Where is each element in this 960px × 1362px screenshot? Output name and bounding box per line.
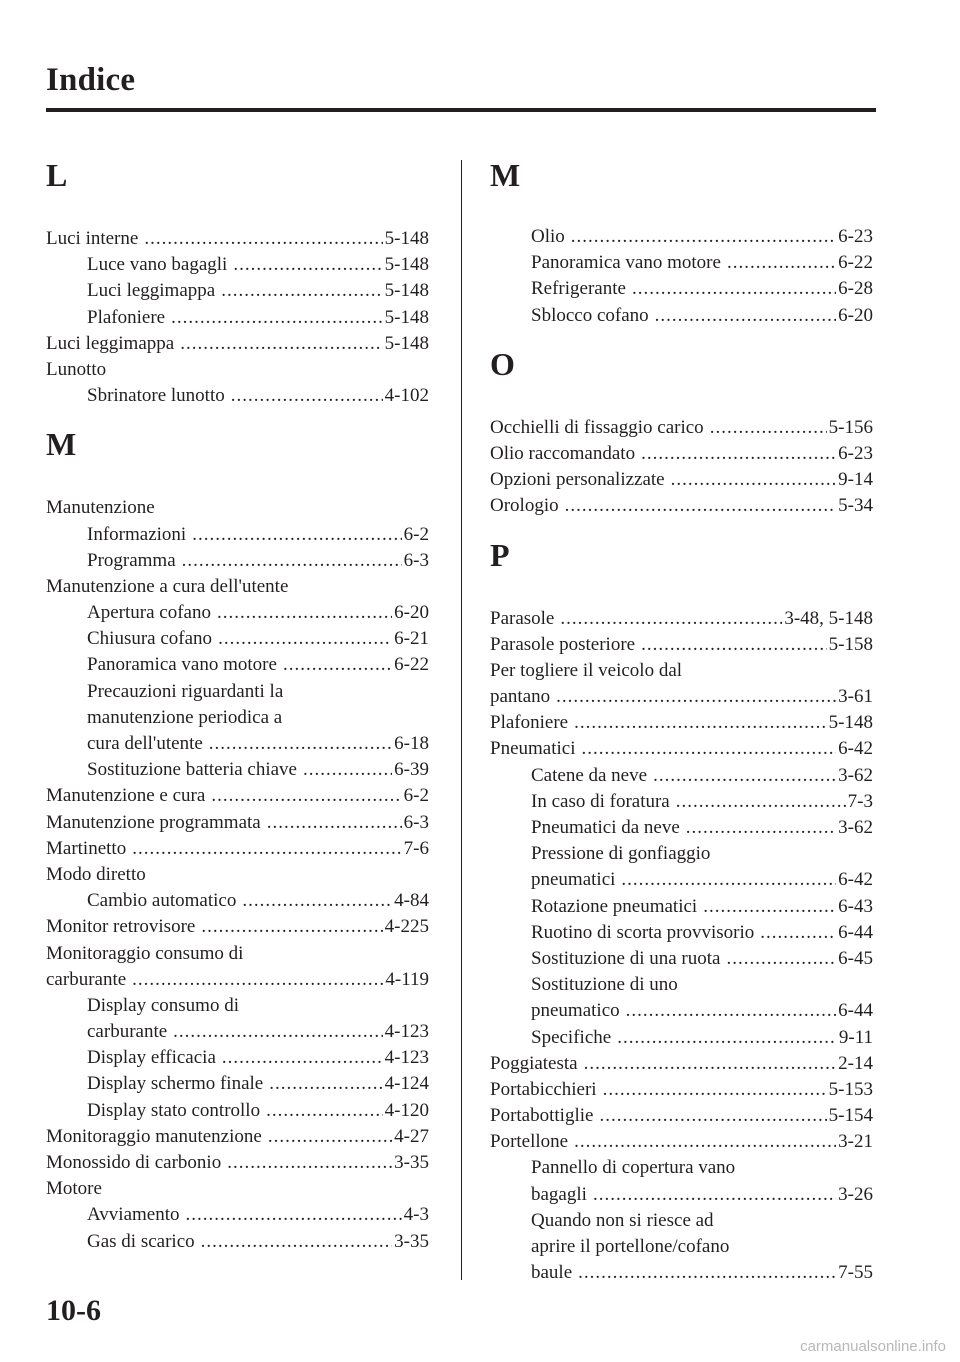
index-entry[interactable]: [490, 250, 873, 276]
entry-page-ref: 4-84: [394, 890, 429, 912]
entry-page-ref: 5-148: [384, 254, 429, 276]
leader-dots: [703, 894, 836, 920]
leader-dots: [186, 1202, 402, 1228]
index-entry[interactable]: [490, 1182, 873, 1208]
index-entry[interactable]: [490, 763, 873, 789]
entry-page-ref: 7-3: [847, 790, 873, 812]
entry-page-ref: 5-148: [384, 306, 429, 328]
entry-text: Monitor retrovisore: [46, 916, 196, 938]
leader-dots: [201, 1229, 393, 1255]
entry-page-ref: 7-55: [838, 1262, 873, 1284]
entry-page-ref: 9-14: [838, 469, 873, 491]
leader-dots: [171, 305, 383, 331]
entry-text: Catene da neve: [531, 764, 648, 786]
leader-dots: [209, 731, 392, 757]
leader-dots: [227, 1150, 392, 1176]
entry-text: Rotazione pneumatici: [531, 895, 698, 917]
index-entry[interactable]: [490, 736, 873, 762]
index-entry[interactable]: [46, 522, 429, 548]
index-entry[interactable]: [46, 1071, 429, 1097]
entry-text: baule: [531, 1262, 573, 1284]
entry-text: Portellone: [490, 1131, 569, 1153]
index-entry[interactable]: [46, 383, 429, 409]
entry-text: Display stato controllo: [87, 1099, 261, 1121]
leader-dots: [574, 1129, 836, 1155]
entry-page-ref: 6-23: [838, 226, 873, 247]
index-entry[interactable]: [490, 493, 873, 519]
leader-dots: [603, 1077, 827, 1103]
entry-text: Sbrinatore lunotto: [87, 385, 225, 407]
leader-dots: [632, 276, 836, 302]
entry-page-ref: 5-153: [828, 1078, 873, 1100]
index-entry[interactable]: [490, 1234, 873, 1260]
entry-page-ref: 6-2: [403, 785, 429, 807]
index-entry[interactable]: [490, 1051, 873, 1077]
entry-text: Modo diretto: [46, 863, 146, 885]
column-divider: [461, 160, 462, 1280]
index-entry[interactable]: [490, 1260, 873, 1286]
entry-text: Luci leggimappa: [87, 280, 216, 302]
entry-text: Specifiche: [531, 1026, 612, 1048]
index-column-right: [490, 158, 873, 1286]
leader-dots: [655, 303, 837, 329]
index-entry[interactable]: [490, 276, 873, 302]
entry-page-ref: 4-120: [384, 1099, 429, 1121]
entry-page-ref: 6-20: [394, 602, 429, 624]
entry-text: Manutenzione e cura: [46, 785, 206, 807]
entry-page-ref: 5-148: [384, 280, 429, 302]
entry-text: Ruotino di scorta provvisorio: [531, 921, 755, 943]
leader-dots: [565, 493, 837, 519]
index-entry[interactable]: [46, 888, 429, 914]
leader-dots: [676, 789, 846, 815]
leader-dots: [201, 914, 382, 940]
index-entry[interactable]: [490, 867, 873, 893]
index-column-left: [46, 158, 429, 1255]
entry-text: Monitoraggio manutenzione: [46, 1125, 262, 1147]
entry-text: Plafoniere: [87, 306, 166, 328]
leader-dots: [641, 632, 827, 658]
entry-text: Pneumatici: [490, 738, 576, 760]
leader-dots: [132, 967, 383, 993]
index-entry[interactable]: [490, 441, 873, 467]
entry-page-ref: 4-225: [384, 916, 429, 938]
entry-page-ref: 6-43: [838, 895, 873, 917]
leader-dots: [242, 888, 392, 914]
entry-page-ref: 6-42: [838, 738, 873, 760]
leader-dots: [180, 331, 382, 357]
entry-text: Parasole: [490, 607, 555, 629]
entry-text: Sostituzione batteria chiave: [87, 759, 297, 781]
entry-text: Motore: [46, 1178, 102, 1200]
index-entry[interactable]: [490, 1208, 873, 1234]
entry-page-ref: 4-123: [384, 1047, 429, 1069]
leader-dots: [233, 252, 382, 278]
leader-dots: [182, 548, 402, 574]
entry-page-ref: 4-123: [384, 1021, 429, 1043]
entry-text: Apertura cofano: [87, 602, 211, 624]
entry-text: In caso di foratura: [531, 790, 670, 812]
entry-text: Manutenzione a cura dell'utente: [46, 575, 289, 597]
entry-page-ref: 2-14: [838, 1052, 873, 1074]
leader-dots: [231, 383, 383, 409]
index-entry[interactable]: [490, 303, 873, 329]
entry-page-ref: 3-62: [838, 817, 873, 838]
index-entry[interactable]: [490, 841, 873, 867]
entry-text: manutenzione periodica a: [87, 706, 283, 728]
entry-text: Precauzioni riguardanti la: [87, 680, 284, 702]
watermark: carmanualsonline.info: [800, 1338, 946, 1355]
leader-dots: [617, 1025, 837, 1051]
entry-text: Chiusura cofano: [87, 628, 213, 650]
index-entry[interactable]: [46, 862, 429, 888]
entry-page-ref: 5-158: [828, 633, 873, 655]
entry-text: Programma: [87, 549, 176, 571]
leader-dots: [269, 1071, 382, 1097]
leader-dots: [303, 757, 392, 783]
leader-dots: [671, 467, 837, 493]
entry-page-ref: 5-148: [384, 332, 429, 354]
index-entry[interactable]: [490, 1103, 873, 1129]
entry-page-ref: 6-21: [394, 628, 429, 650]
section-letter: P: [490, 536, 510, 573]
leader-dots: [584, 1051, 837, 1077]
entry-page-ref: 6-45: [838, 947, 873, 969]
index-entry[interactable]: [46, 1124, 429, 1150]
index-entry[interactable]: [490, 1025, 873, 1051]
index-entry[interactable]: [46, 783, 429, 809]
entry-page-ref: 3-21: [838, 1131, 873, 1153]
entry-text: Panoramica vano motore: [87, 654, 277, 676]
entry-page-ref: 5-156: [828, 416, 873, 438]
entry-text: Manutenzione: [46, 497, 155, 519]
section-letter: M: [490, 157, 521, 193]
leader-dots: [641, 441, 836, 467]
leader-dots: [574, 710, 827, 736]
index-entry[interactable]: [490, 1155, 873, 1181]
entry-page-ref: 3-26: [838, 1183, 873, 1205]
entry-page-ref: 4-3: [403, 1204, 429, 1226]
index-entry[interactable]: [46, 993, 429, 1019]
index-entry[interactable]: [46, 548, 429, 574]
leader-dots: [593, 1182, 836, 1208]
entry-text: pneumatici: [531, 869, 616, 891]
index-entry[interactable]: [46, 252, 429, 278]
entry-text: pneumatico: [531, 1000, 620, 1022]
entry-text: Pressione di gonfiaggio: [531, 843, 711, 865]
index-entry[interactable]: [46, 652, 429, 678]
entry-text: Pannello di copertura vano: [531, 1157, 736, 1179]
entry-page-ref: 4-119: [385, 968, 429, 990]
entry-text: Olio: [531, 226, 565, 247]
index-entry[interactable]: [490, 224, 873, 250]
entry-page-ref: 6-18: [394, 733, 429, 754]
index-entry[interactable]: [46, 574, 429, 600]
entry-text: Cambio automatico: [87, 890, 237, 912]
entry-text: Sblocco cofano: [531, 304, 649, 326]
index-entry[interactable]: [46, 1045, 429, 1071]
entry-page-ref: 6-39: [394, 759, 429, 781]
page-number: 10-6: [46, 1294, 101, 1327]
leader-dots: [211, 783, 401, 809]
entry-page-ref: 5-148: [828, 712, 873, 734]
leader-dots: [266, 1098, 383, 1124]
entry-text: Avviamento: [87, 1204, 180, 1226]
entry-text: carburante: [87, 1021, 168, 1043]
entry-page-ref: 3-48, 5-148: [784, 607, 873, 629]
page-title: Indice: [46, 62, 136, 98]
entry-text: Pneumatici da neve: [531, 817, 680, 838]
index-entry[interactable]: [490, 946, 873, 972]
index-entry[interactable]: [46, 941, 429, 967]
index-entry[interactable]: [490, 467, 873, 493]
index-entry[interactable]: [490, 815, 873, 841]
entry-page-ref: 9-11: [838, 1026, 873, 1048]
entry-text: Refrigerante: [531, 278, 626, 300]
entry-page-ref: 3-35: [394, 1152, 429, 1173]
index-entry[interactable]: [490, 1129, 873, 1155]
entry-text: Portabicchieri: [490, 1078, 597, 1100]
leader-dots: [686, 815, 836, 841]
index-entry[interactable]: [46, 495, 429, 521]
section-letter: O: [490, 345, 515, 382]
entry-text: carburante: [46, 968, 127, 990]
leader-dots: [267, 810, 402, 836]
entry-text: pantano: [490, 686, 551, 708]
entry-text: Poggiatesta: [490, 1052, 578, 1074]
index-entry[interactable]: [490, 415, 873, 441]
index-entry[interactable]: [46, 278, 429, 304]
section-letter: L: [46, 157, 68, 193]
entry-text: Plafoniere: [490, 712, 569, 734]
entry-page-ref: 6-3: [403, 811, 429, 833]
leader-dots: [599, 1103, 826, 1129]
leader-dots: [726, 946, 836, 972]
entry-page-ref: 6-22: [838, 252, 873, 274]
index-entry[interactable]: [490, 684, 873, 710]
index-entry[interactable]: [46, 600, 429, 626]
entry-text: Luci interne: [46, 228, 139, 249]
entry-text: Informazioni: [87, 523, 187, 545]
leader-dots: [132, 836, 401, 862]
entry-text: Monossido di carbonio: [46, 1152, 222, 1173]
index-entry[interactable]: [46, 357, 429, 383]
leader-dots: [221, 278, 382, 304]
entry-page-ref: 5-34: [838, 495, 873, 517]
page-header: [46, 62, 135, 99]
leader-dots: [581, 736, 836, 762]
leader-dots: [760, 920, 836, 946]
entry-text: Sostituzione di una ruota: [531, 947, 721, 969]
entry-text: Orologio: [490, 495, 559, 517]
index-entry[interactable]: [46, 226, 429, 252]
index-entry[interactable]: [490, 894, 873, 920]
index-entry[interactable]: [490, 606, 873, 632]
leader-dots: [283, 652, 392, 678]
leader-dots: [578, 1260, 836, 1286]
index-entry[interactable]: [490, 710, 873, 736]
index-entry[interactable]: [490, 632, 873, 658]
index-entry[interactable]: [46, 679, 429, 705]
entry-page-ref: 6-22: [394, 654, 429, 676]
entry-text: cura dell'utente: [87, 733, 203, 754]
entry-page-ref: 4-27: [394, 1125, 429, 1147]
index-entry[interactable]: [46, 914, 429, 940]
entry-text: Lunotto: [46, 358, 107, 380]
leader-dots: [560, 606, 782, 632]
index-entry[interactable]: [490, 920, 873, 946]
entry-page-ref: 3-62: [838, 764, 873, 786]
index-entry[interactable]: [46, 331, 429, 357]
leader-dots: [710, 415, 827, 441]
leader-dots: [621, 867, 836, 893]
entry-page-ref: 6-23: [838, 442, 873, 464]
leader-dots: [727, 250, 836, 276]
index-entry[interactable]: [46, 1150, 429, 1176]
entry-page-ref: 6-28: [838, 278, 873, 300]
leader-dots: [556, 684, 836, 710]
entry-text: Luce vano bagagli: [87, 254, 228, 276]
entry-text: Manutenzione programmata: [46, 811, 261, 833]
entry-text: Sostituzione di uno: [531, 974, 678, 996]
header-rule: [46, 108, 876, 112]
index-entry[interactable]: [46, 731, 429, 757]
section-letter: M: [46, 426, 77, 463]
leader-dots: [653, 763, 836, 789]
index-entry[interactable]: [46, 705, 429, 731]
index-entry[interactable]: [46, 1229, 429, 1255]
index-entry[interactable]: [46, 1176, 429, 1202]
entry-page-ref: 4-102: [384, 385, 429, 407]
entry-text: aprire il portellone/cofano: [531, 1236, 730, 1257]
leader-dots: [173, 1019, 383, 1045]
entry-page-ref: 3-35: [394, 1230, 429, 1252]
entry-page-ref: 6-2: [403, 523, 429, 545]
leader-dots: [571, 224, 836, 250]
entry-page-ref: 6-42: [838, 869, 873, 891]
leader-dots: [217, 600, 392, 626]
entry-text: Occhielli di fissaggio carico: [490, 416, 704, 438]
entry-page-ref: 3-61: [838, 686, 873, 708]
entry-text: Display consumo di: [87, 994, 239, 1016]
index-entry[interactable]: [46, 967, 429, 993]
entry-text: bagagli: [531, 1183, 587, 1205]
index-entry[interactable]: [490, 998, 873, 1024]
index-entry[interactable]: [46, 1019, 429, 1045]
leader-dots: [268, 1124, 392, 1150]
index-entry[interactable]: [46, 305, 429, 331]
entry-text: Monitoraggio consumo di: [46, 942, 244, 964]
entry-page-ref: 6-44: [838, 921, 873, 943]
entry-page-ref: 4-124: [384, 1073, 429, 1095]
entry-text: Per togliere il veicolo dal: [490, 659, 683, 681]
index-entry[interactable]: [46, 836, 429, 862]
index-entry[interactable]: [490, 658, 873, 684]
leader-dots: [144, 226, 382, 252]
entry-text: Gas di scarico: [87, 1230, 195, 1252]
entry-text: Olio raccomandato: [490, 442, 636, 464]
index-entry[interactable]: [46, 757, 429, 783]
index-entry[interactable]: [490, 789, 873, 815]
entry-page-ref: 5-148: [384, 228, 429, 249]
index-entry[interactable]: [46, 1098, 429, 1124]
entry-text: Opzioni personalizzate: [490, 469, 665, 491]
leader-dots: [218, 626, 392, 652]
entry-page-ref: 5-154: [828, 1105, 873, 1127]
index-entry[interactable]: [46, 626, 429, 652]
entry-text: Quando non si riesce ad: [531, 1209, 714, 1231]
leader-dots: [222, 1045, 383, 1071]
entry-text: Parasole posteriore: [490, 633, 636, 655]
index-entry[interactable]: [46, 1202, 429, 1228]
entry-text: Display efficacia: [87, 1047, 216, 1069]
entry-page-ref: 6-44: [838, 1000, 873, 1022]
entry-page-ref: 6-3: [403, 549, 429, 571]
entry-text: Display schermo finale: [87, 1073, 264, 1095]
index-entry[interactable]: [490, 1077, 873, 1103]
index-entry[interactable]: [490, 972, 873, 998]
entry-text: Luci leggimappa: [46, 332, 175, 354]
leader-dots: [626, 998, 837, 1024]
entry-page-ref: 7-6: [403, 837, 429, 859]
entry-page-ref: 6-20: [838, 304, 873, 326]
entry-text: Martinetto: [46, 837, 127, 859]
leader-dots: [192, 522, 401, 548]
entry-text: Panoramica vano motore: [531, 252, 721, 274]
index-entry[interactable]: [46, 810, 429, 836]
entry-text: Portabottiglie: [490, 1105, 594, 1127]
